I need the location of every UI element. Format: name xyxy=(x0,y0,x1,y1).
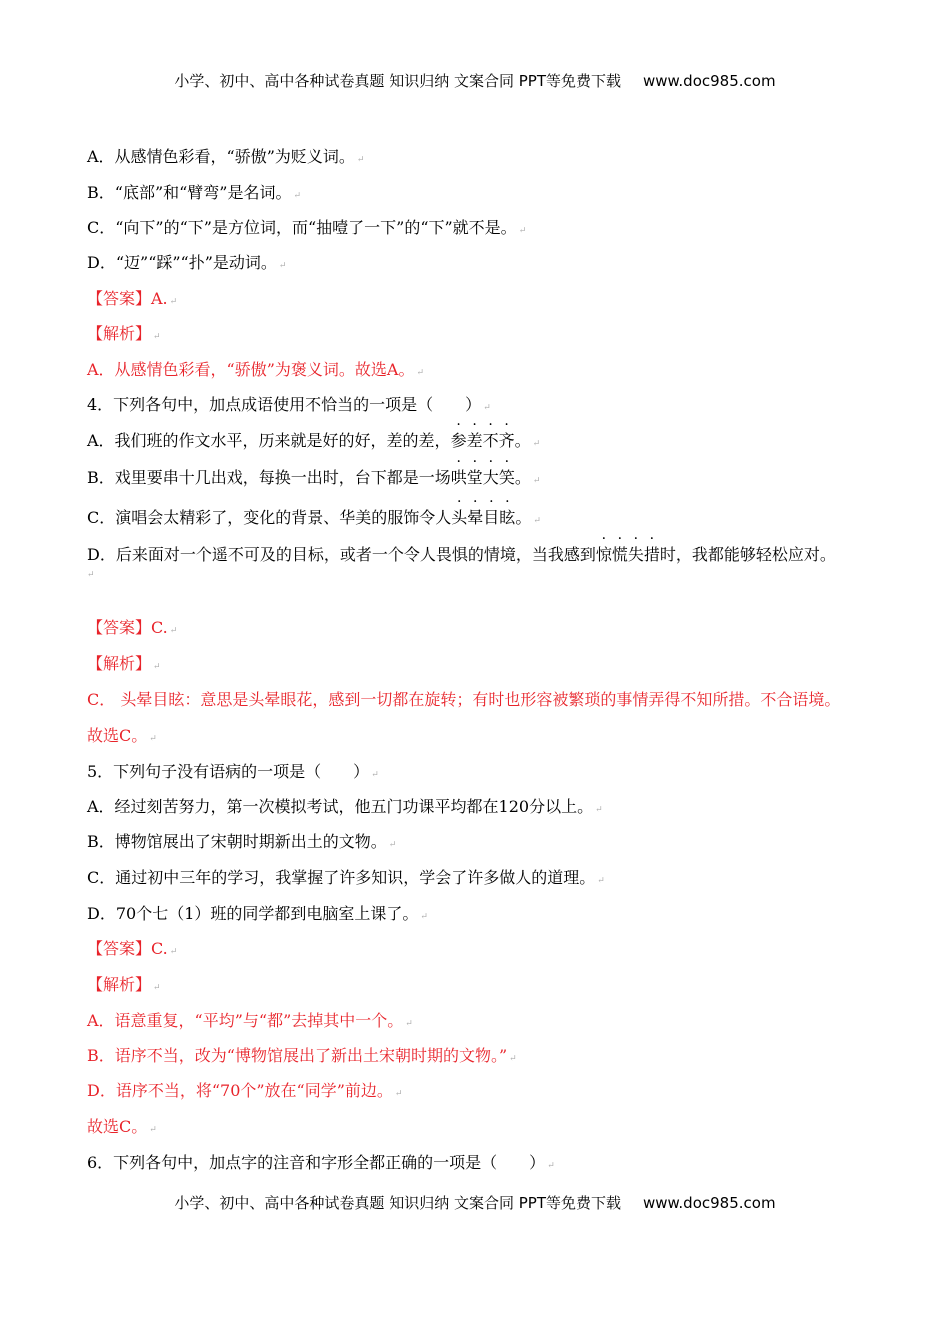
q3-answer: 【答案】A. ↵ xyxy=(87,289,178,308)
q5-explanation-a: A．语意重复，“平均”与“都”去掉其中一个。 ↵ xyxy=(87,1011,413,1030)
q4-analysis-label: 【解析】 ↵ xyxy=(87,654,161,673)
q5-option-b: B．博物馆展出了宋朝时期新出土的文物。 ↵ xyxy=(87,832,397,851)
q3-option-b: B．“底部”和“臂弯”是名词。 ↵ xyxy=(87,183,302,202)
q4-option-d: D．后来面对一个遥不可及的目标，或者一个令人畏惧的情境，当我感到惊慌失措时，我都能够轻松应对。 xyxy=(87,545,836,564)
q5-option-a: A．经过刻苦努力，第一次模拟考试，他五门功课平均都在120分以上。 ↵ xyxy=(87,797,603,816)
page-header xyxy=(0,70,950,91)
q5-explanation-b: B．语序不当，改为“博物馆展出了新出土宋朝时期的文物。” ↵ xyxy=(87,1046,517,1065)
q5-stem: 5．下列句子没有语病的一项是（ ） ↵ xyxy=(87,762,379,781)
q3-option-d: D．“迈”“踩”“扑”是动词。 ↵ xyxy=(87,253,287,272)
paragraph-mark: ↵ xyxy=(87,570,95,580)
q5-analysis-label: 【解析】 ↵ xyxy=(87,975,161,994)
q4-explanation: C． 头晕目眩：意思是头晕眼花，感到一切都在旋转；有时也形容被繁琐的事情弄得不知所措。不合语境。 xyxy=(87,690,841,709)
q4-answer: 【答案】C. ↵ xyxy=(87,618,178,637)
q4-option-b: B．戏里要串十几出戏，每换一出时，台下都是一场哄堂大笑。 ↵ xyxy=(87,468,541,487)
q3-analysis-label: 【解析】 ↵ xyxy=(87,324,161,343)
page-footer xyxy=(0,1192,950,1213)
q4-option-a: A．我们班的作文水平，历来就是好的好，差的差，参差不齐。 ↵ xyxy=(87,431,541,450)
header-text: 小学、初中、高中各种试卷真题 知识归纳 文案合同 PPT等免费下载 xyxy=(174,72,621,90)
footer-text: 小学、初中、高中各种试卷真题 知识归纳 文案合同 PPT等免费下载 xyxy=(174,1194,621,1212)
q5-option-d: D．70个七（1）班的同学都到电脑室上课了。 ↵ xyxy=(87,904,428,923)
q5-answer: 【答案】C. ↵ xyxy=(87,939,178,958)
q4-stem: 4．下列各句中，加点成语使用不恰当的一项是（ ） ↵ xyxy=(87,395,491,414)
q3-option-c: C．“向下”的“下”是方位词，而“抽噎了一下”的“下”就不是。 ↵ xyxy=(87,218,527,237)
q3-option-a: A．从感情色彩看，“骄傲”为贬义词。 ↵ xyxy=(87,147,365,166)
header-site: www.doc985.com xyxy=(642,72,776,90)
q6-stem: 6．下列各句中，加点字的注音和字形全都正确的一项是（ ） ↵ xyxy=(87,1153,555,1172)
footer-site: www.doc985.com xyxy=(642,1194,776,1212)
q4-option-c: C．演唱会太精彩了，变化的背景、华美的服饰令人头晕目眩。 ↵ xyxy=(87,508,541,527)
q5-option-c: C．通过初中三年的学习，我掌握了许多知识，学会了许多做人的道理。 ↵ xyxy=(87,868,605,887)
q5-conclusion: 故选C。 ↵ xyxy=(87,1117,157,1136)
q4-conclusion: 故选C。 ↵ xyxy=(87,726,157,745)
q3-explanation: A．从感情色彩看，“骄傲”为褒义词。故选A。 ↵ xyxy=(87,360,425,379)
q5-explanation-d: D．语序不当，将“70个”放在“同学”前边。 ↵ xyxy=(87,1081,403,1100)
